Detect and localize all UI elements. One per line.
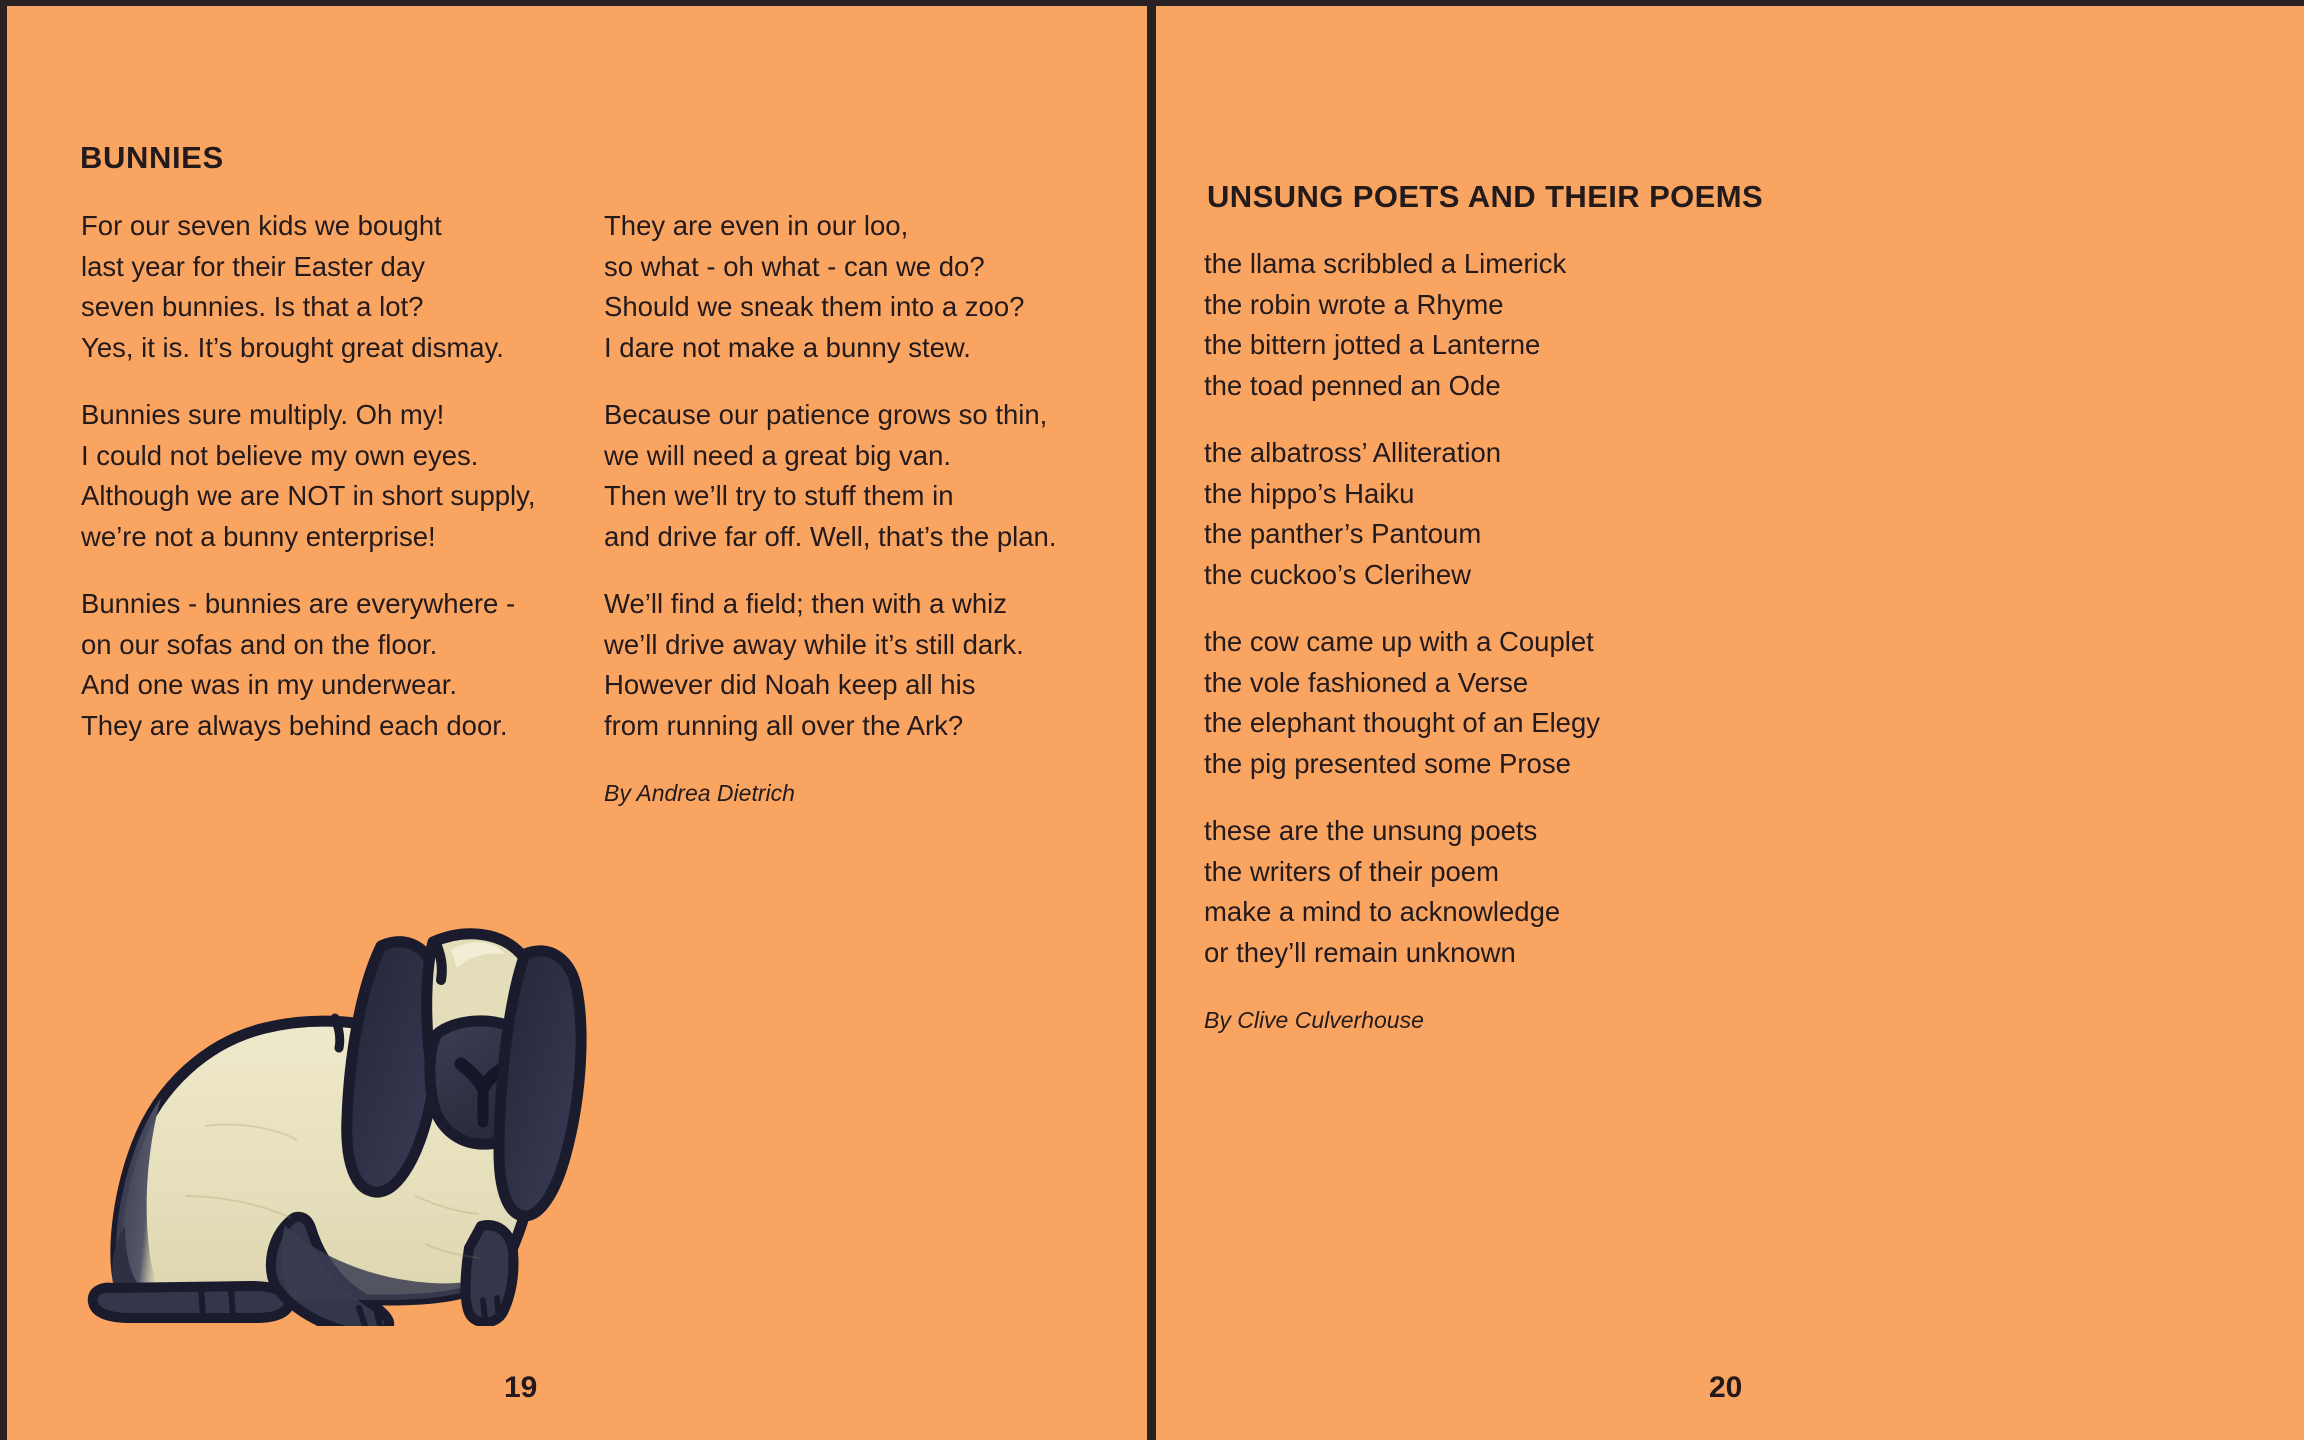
poem-stanza xyxy=(1204,244,1764,406)
poem-line: Yes, it is. It’s brought great dismay. xyxy=(81,331,504,363)
poem-line: from running all over the Ark? xyxy=(604,709,964,741)
poem-line: the robin wrote a Rhyme xyxy=(1204,288,1504,320)
poem-stanza xyxy=(1204,811,1764,973)
poem-line: the pig presented some Prose xyxy=(1204,747,1571,779)
poem-line: We’ll find a field; then with a whiz xyxy=(604,588,1008,619)
poem-line: the cuckoo’s Clerihew xyxy=(1204,558,1471,590)
poem-line: we’re not a bunny enterprise! xyxy=(81,520,436,552)
unsung-poem-column xyxy=(1204,244,1764,1041)
poem-line: For our seven kids we bought xyxy=(81,210,442,241)
right-page xyxy=(1156,6,2304,1440)
poem-line: and drive far off. Well, that’s the plan. xyxy=(604,520,1057,552)
poem-line: I dare not make a bunny stew. xyxy=(604,331,971,363)
poem-stanza xyxy=(1204,622,1764,784)
poem-line: the vole fashioned a Verse xyxy=(1204,666,1529,698)
poem-line: Should we sneak them into a zoo? xyxy=(604,291,1025,322)
poem-line: Although we are NOT in short supply, xyxy=(81,480,536,511)
poem-line: However did Noah keep all his xyxy=(604,669,976,700)
poem-stanza xyxy=(81,206,581,368)
page-title-unsung-poets: UNSUNG POETS AND THEIR POEMS xyxy=(1207,178,1764,214)
poem-line: Because our patience grows so thin, xyxy=(604,399,1048,430)
poem-line: the cow came up with a Couplet xyxy=(1204,626,1594,657)
page-number-right: 20 xyxy=(1709,1371,1743,1404)
poem-line: Bunnies - bunnies are everywhere - xyxy=(81,588,516,619)
poem-line: the hippo’s Haiku xyxy=(1204,477,1415,509)
book-gutter-divider xyxy=(1147,0,1156,1440)
poem-stanza xyxy=(81,584,581,746)
poem-line: They are always behind each door. xyxy=(81,709,508,741)
poem-line: these are the unsung poets xyxy=(1204,815,1538,846)
left-page xyxy=(7,6,1147,1440)
poem-byline: By Clive Culverhouse xyxy=(1204,1007,1424,1033)
page-title-bunnies: BUNNIES xyxy=(80,139,224,175)
poem-stanza xyxy=(604,206,1124,368)
poem-line: They are even in our loo, xyxy=(604,210,909,241)
lop-eared-bunny-illustration xyxy=(85,896,625,1326)
poem-line: seven bunnies. Is that a lot? xyxy=(81,291,424,322)
poem-line: the elephant thought of an Elegy xyxy=(1204,707,1601,738)
bunnies-poem-column-one xyxy=(81,206,581,773)
poem-line: I could not believe my own eyes. xyxy=(81,439,479,471)
poem-line: the toad penned an Ode xyxy=(1204,369,1501,401)
page-number-left: 19 xyxy=(504,1371,538,1404)
poem-line: Bunnies sure multiply. Oh my! xyxy=(81,399,445,430)
poem-line: we’ll drive away while it’s still dark. xyxy=(604,628,1024,660)
poem-line: we will need a great big van. xyxy=(604,439,952,471)
poem-stanza xyxy=(81,395,581,557)
poem-line: Then we’ll try to stuff them in xyxy=(604,480,954,511)
poem-line: so what - oh what - can we do? xyxy=(604,250,985,282)
poem-line: the llama scribbled a Limerick xyxy=(1204,248,1567,279)
poem-line: last year for their Easter day xyxy=(81,250,425,282)
poem-stanza xyxy=(604,395,1124,557)
poem-line: the writers of their poem xyxy=(1204,855,1499,887)
poem-line: on our sofas and on the floor. xyxy=(81,628,438,660)
poem-stanza xyxy=(1204,433,1764,595)
poem-line: or they’ll remain unknown xyxy=(1204,936,1516,968)
poem-stanza xyxy=(604,584,1124,746)
bunnies-poem-column-two xyxy=(604,206,1124,814)
poem-line: the albatross’ Alliteration xyxy=(1204,437,1502,468)
poem-line: make a mind to acknowledge xyxy=(1204,896,1561,927)
poem-line: the panther’s Pantoum xyxy=(1204,518,1482,549)
poem-line: the bittern jotted a Lanterne xyxy=(1204,329,1541,360)
poem-byline: By Andrea Dietrich xyxy=(604,780,795,806)
poem-line: And one was in my underwear. xyxy=(81,669,458,700)
